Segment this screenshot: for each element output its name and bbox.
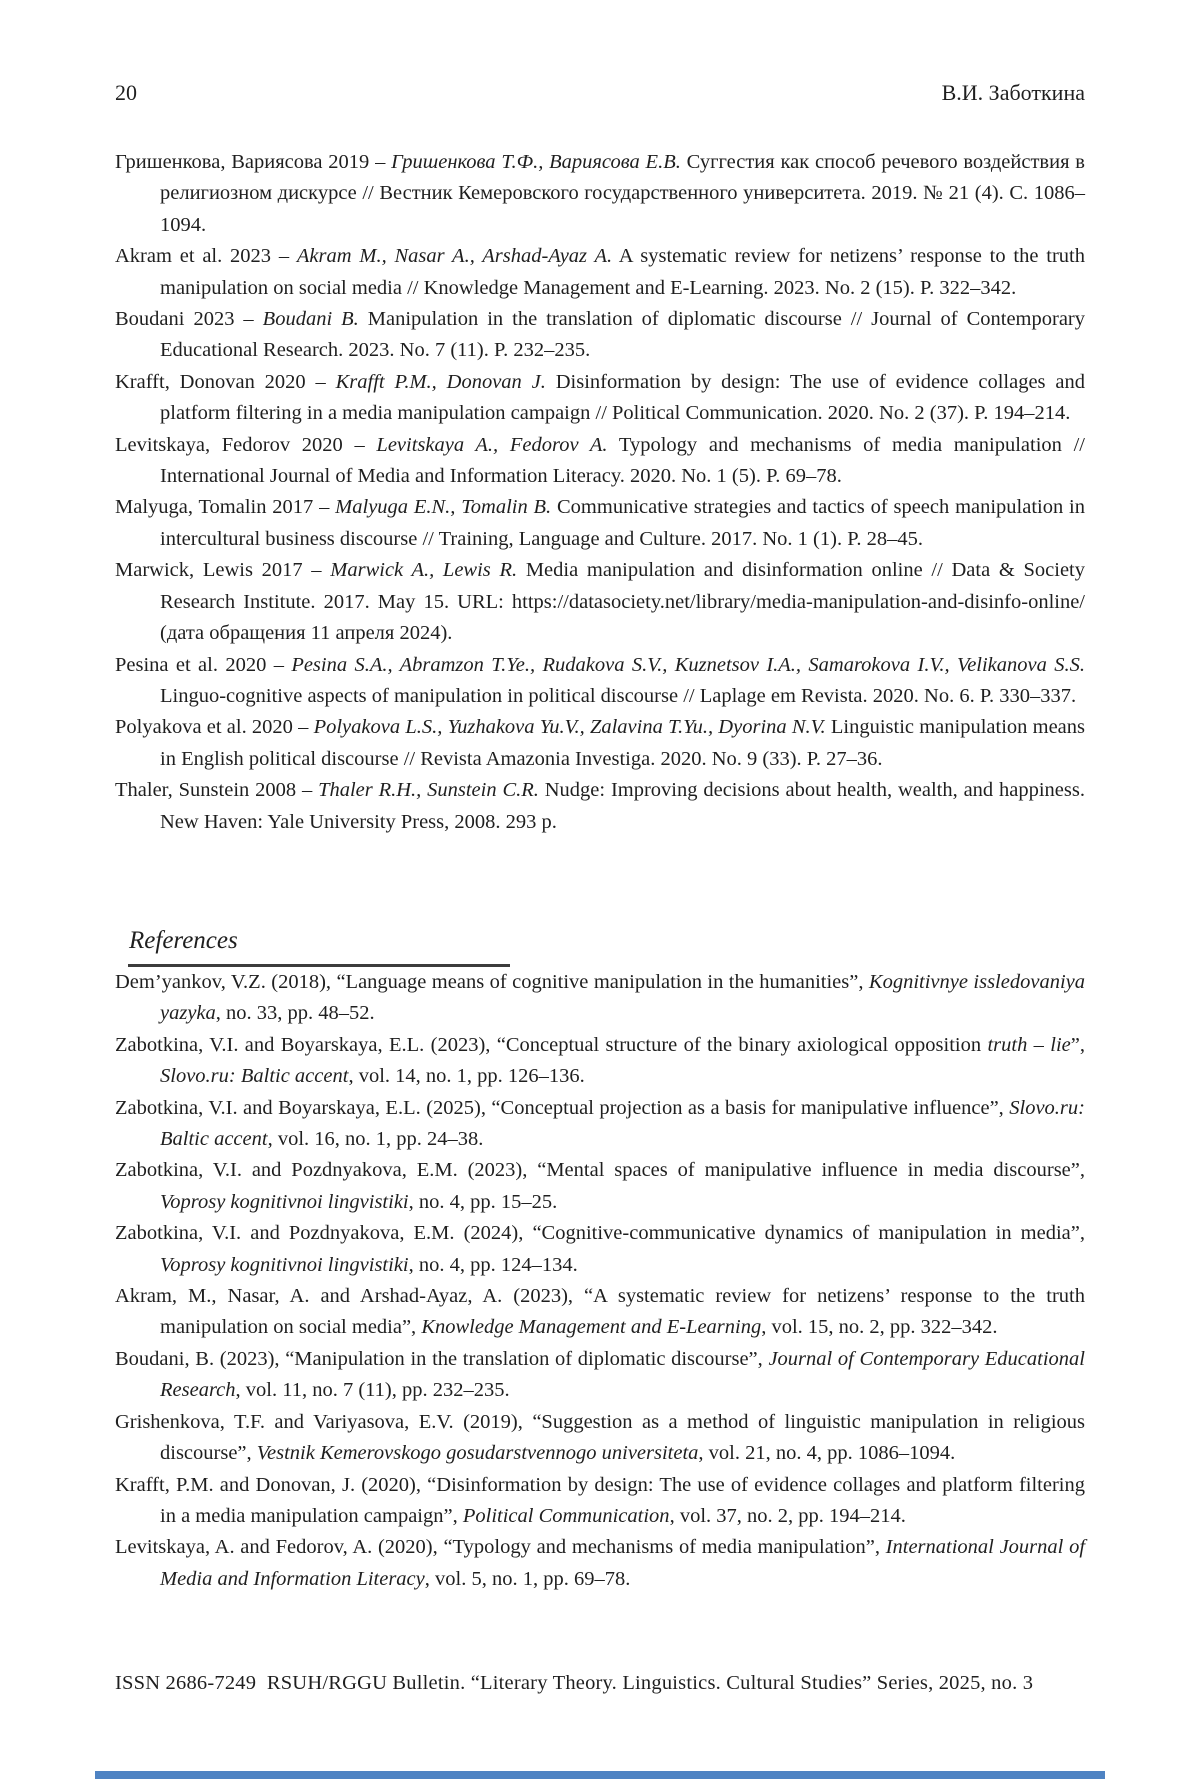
reference-entry: Levitskaya, Fedorov 2020 – Levitskaya A., Fedorov A. Typology and mechanisms of media manipulation // International Journal of Media and Information Literacy. 2020. No. 1 (5). P. 69–78. — [115, 433, 1085, 488]
reference-entry: Zabotkina, V.I. and Boyarskaya, E.L. (2023), “Conceptual structure of the binary axiological opposition truth – lie”, Slovo.ru: Baltic accent, vol. 14, no. 1, pp. 126–136. — [115, 1033, 1085, 1088]
references-list — [115, 967, 1085, 1595]
reference-entry: Levitskaya, A. and Fedorov, A. (2020), “Typology and mechanisms of media manipulation”, International Journal of Media and Information Literacy, vol. 5, no. 1, pp. 69–78. — [115, 1536, 1086, 1590]
reference-entry: Гришенкова, Вариясова 2019 – Гришенкова Т.Ф., Вариясова Е.В. Суггестия как способ речевого воздействия в религиозном дискурсе // Вестник Кемеровского государственного университета. 2019. № 21 (4). С. 1086–1094. — [115, 151, 1085, 236]
reference-entry: Thaler, Sunstein 2008 – Thaler R.H., Sunstein C.R. Nudge: Improving decisions about health, wealth, and happiness. New Haven: Yale University Press, 2008. 293 p. — [115, 779, 1085, 833]
footer-issn-line: ISSN 2686-7249 RSUH/RGGU Bulletin. “Literary Theory. Linguistics. Cultural Studies” Series, 2025, no. 3 — [115, 1672, 1034, 1694]
reference-entry: Krafft, P.M. and Donovan, J. (2020), “Disinformation by design: The use of evidence collages and platform filtering in a media manipulation campaign”, Political Communication, vol. 37, no. 2, pp. 194–214. — [115, 1473, 1085, 1527]
reference-entry: Grishenkova, T.F. and Variyasova, E.V. (2019), “Suggestion as a method of linguistic manipulation in religious discourse”, Vestnik Kemerovskogo gosudarstvennogo universiteta, vol. 21, no. 4, pp. 1086–1094. — [115, 1410, 1085, 1465]
reference-entry: Dem’yankov, V.Z. (2018), “Language means of cognitive manipulation in the humanities”, Kognitivnye issledovaniya yazyka, no. 33, pp. 48–52. — [115, 971, 1085, 1025]
reference-entry: Zabotkina, V.I. and Pozdnyakova, E.M. (2024), “Cognitive-communicative dynamics of manipulation in media”, Voprosy kognitivnoi lingvistiki, no. 4, pp. 124–134. — [115, 1222, 1085, 1276]
reference-entry: Boudani, B. (2023), “Manipulation in the translation of diplomatic discourse”, Journal of Contemporary Educational Research, vol. 11, no. 7 (11), pp. 232–235. — [115, 1347, 1085, 1402]
references-section — [115, 926, 1085, 1595]
reference-entry: Akram et al. 2023 – Akram M., Nasar A., Arshad-Ayaz A. A systematic review for netizens’ response to the truth manipulation on social media // Knowledge Management and E-Learning. 2023. No. 2 (15). P. 322–342. — [115, 245, 1085, 299]
reference-entry: Krafft, Donovan 2020 – Krafft P.M., Donovan J. Disinformation by design: The use of evidence collages and platform filtering in a media manipulation campaign // Political Communication. 2020. No. 2 (37). P. 194–214. — [115, 370, 1085, 425]
bibliography-russian-block — [115, 147, 1085, 838]
reference-entry: Marwick, Lewis 2017 – Marwick A., Lewis R. Media manipulation and disinformation online // Data & Society Research Institute. 2017. May 15. URL: https://datasociety.net/library/media-manipulation-and-disinfo-online/ (дата обращения 11 апреля 2024). — [115, 559, 1085, 645]
references-heading: References — [129, 927, 238, 954]
bibliography-list — [115, 147, 1085, 838]
page-header — [115, 80, 1085, 106]
reference-entry: Malyuga, Tomalin 2017 – Malyuga E.N., Tomalin B. Communicative strategies and tactics of speech manipulation in intercultural business discourse // Training, Language and Culture. 2017. No. 1 (1). P. 28–45. — [115, 496, 1086, 550]
page-number: 20 — [115, 80, 137, 105]
reference-entry: Polyakova et al. 2020 – Polyakova L.S., Yuzhakova Yu.V., Zalavina T.Yu., Dyorina N.V. Linguistic manipulation means in English political discourse // Revista Amazonia Investiga. 2020. No. 9 (33). P. 27–36. — [115, 716, 1085, 770]
reference-entry: Pesina et al. 2020 – Pesina S.A., Abramzon T.Ye., Rudakova S.V., Kuznetsov I.A., Samarokova I.V., Velikanova S.S. Linguo-cognitive aspects of manipulation in political discourse // Laplage em Revista. 2020. No. 6. P. 330–337. — [115, 653, 1085, 707]
reference-entry: Boudani 2023 – Boudani B. Manipulation in the translation of diplomatic discourse // Journal of Contemporary Educational Research. 2023. No. 7 (11). P. 232–235. — [115, 308, 1085, 362]
reference-entry: Zabotkina, V.I. and Boyarskaya, E.L. (2025), “Conceptual projection as a basis for manipulative influence”, Slovo.ru: Baltic accent, vol. 16, no. 1, pp. 24–38. — [115, 1096, 1085, 1151]
bottom-accent-bar — [95, 1771, 1105, 1779]
reference-entry: Zabotkina, V.I. and Pozdnyakova, E.M. (2023), “Mental spaces of manipulative influence in media discourse”, Voprosy kognitivnoi lingvistiki, no. 4, pp. 15–25. — [115, 1159, 1085, 1213]
running-author: В.И. Заботкина — [941, 80, 1085, 105]
reference-entry: Akram, M., Nasar, A. and Arshad-Ayaz, A. (2023), “A systematic review for netizens’ response to the truth manipulation on social media”, Knowledge Management and E-Learning, vol. 15, no. 2, pp. 322–342. — [115, 1285, 1085, 1339]
